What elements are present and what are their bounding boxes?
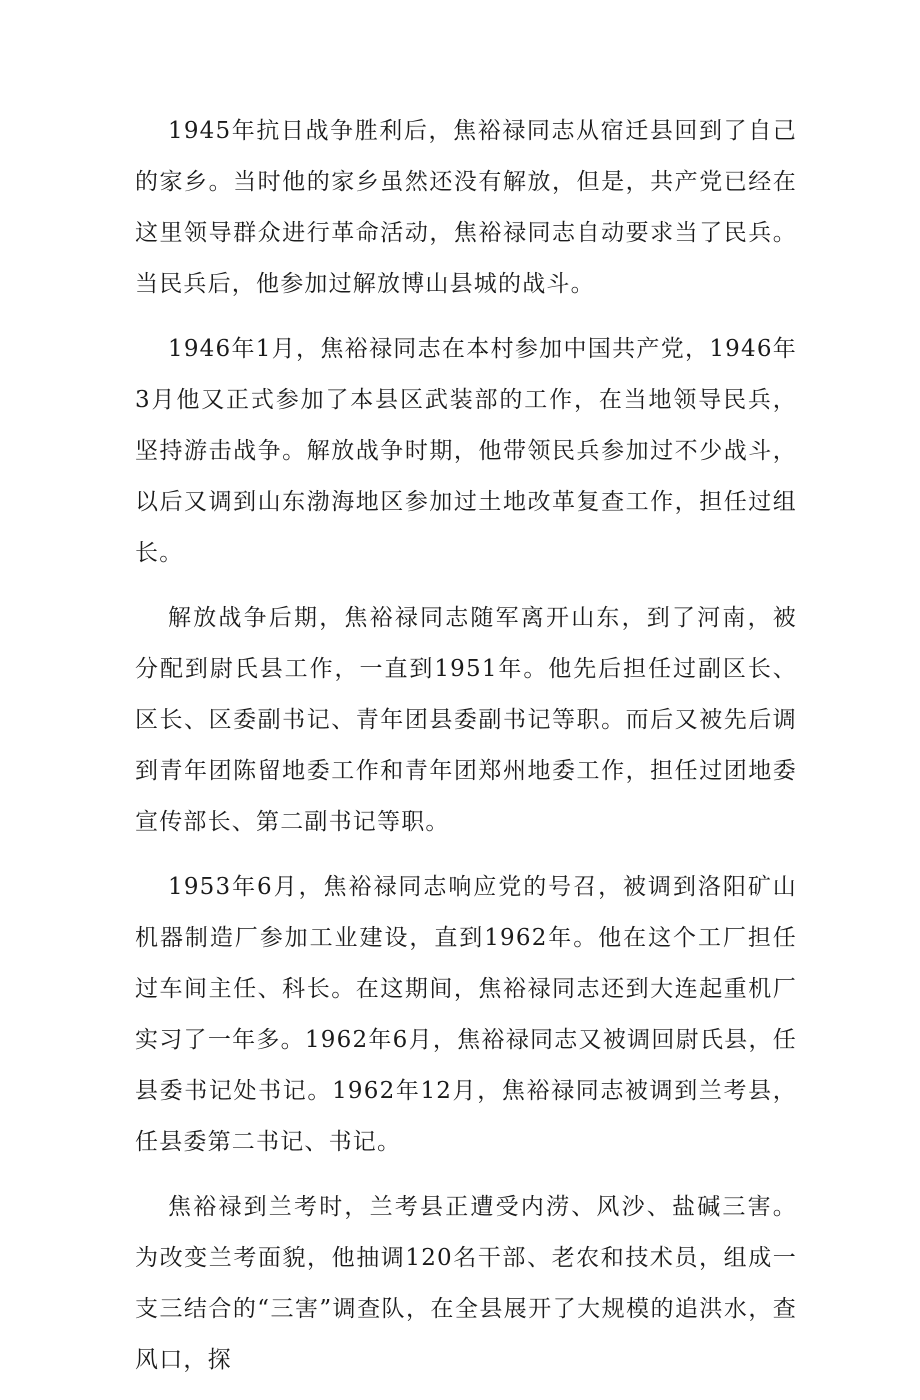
paragraph-4: 1953年6月，焦裕禄同志响应党的号召，被调到洛阳矿山机器制造厂参加工业建设，直到1962年。他在这个工厂担任过车间主任、科长。在这期间，焦裕禄同志还到大连起重机厂实习了一年多。1962年6月，焦裕禄同志又被调回尉氏县，任县委书记处书记。1962年12月，焦裕禄同志被调到兰考县，任县委第二书记、书记。 xyxy=(135,874,797,1155)
paragraph-1: 1945年抗日战争胜利后，焦裕禄同志从宿迁县回到了自己的家乡。当时他的家乡虽然还没有解放，但是，共产党已经在这里领导群众进行革命活动，焦裕禄同志自动要求当了民兵。当民兵后，他参加过解放博山县城的战斗。 xyxy=(135,118,797,297)
paragraph-3: 解放战争后期，焦裕禄同志随军离开山东，到了河南，被分配到尉氏县工作，一直到1951年。他先后担任过副区长、区长、区委副书记、青年团县委副书记等职。而后又被先后调到青年团陈留地委工作和青年团郑州地委工作，担任过团地委宣传部长、第二副书记等职。 xyxy=(135,605,797,835)
document-body xyxy=(135,106,797,1400)
paragraph-2: 1946年1月，焦裕禄同志在本村参加中国共产党，1946年3月他又正式参加了本县区武装部的工作，在当地领导民兵，坚持游击战争。解放战争时期，他带领民兵参加过不少战斗，以后又调到山东渤海地区参加过土地改革复查工作，担任过组长。 xyxy=(135,336,797,566)
paragraph-5: 焦裕禄到兰考时，兰考县正遭受内涝、风沙、盐碱三害。为改变兰考面貌，他抽调120名干部、老农和技术员，组成一支三结合的“三害”调查队，在全县展开了大规模的追洪水，查风口，探 xyxy=(135,1194,797,1373)
